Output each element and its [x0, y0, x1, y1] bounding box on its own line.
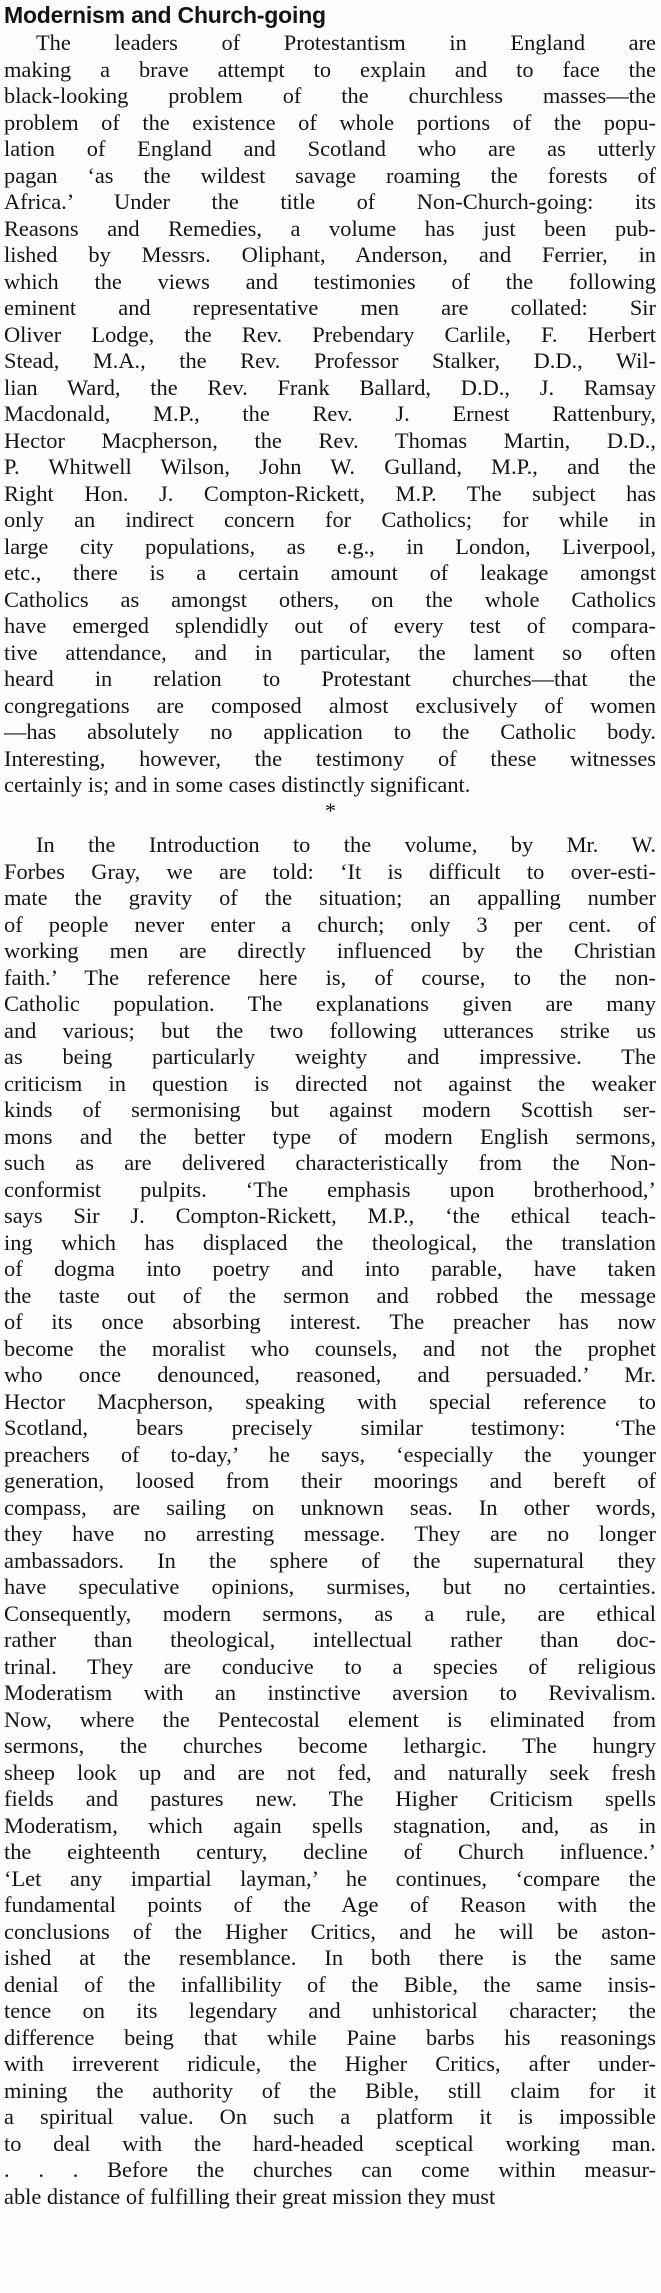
text-line: preachers of to-day,’ he says, ‘especially the younger: [4, 1441, 656, 1467]
text-line: generation, loosed from their moorings and bereft of: [4, 1468, 656, 1493]
text-line: to deal with the hard-headed sceptical working man.: [4, 2130, 656, 2156]
text-line: they have no arresting message. They are no longer: [4, 1521, 656, 1546]
text-line: mining the authority of the Bible, still claim for it: [4, 2077, 656, 2103]
text-line: only an indirect concern for Catholics; for while in: [4, 507, 656, 532]
text-line: Moderatism, which again spells stagnation, and, as in: [4, 1812, 656, 1838]
text-line: etc., there is a certain amount of leakage amongst: [4, 560, 656, 585]
text-line: Scotland, bears precisely similar testimony: ‘The: [4, 1415, 656, 1440]
text-line: conformist pulpits. ‘The emphasis upon brotherhood,’: [4, 1176, 656, 1202]
text-line: Forbes Gray, we are told: ‘It is difficult to over-esti-: [4, 858, 656, 884]
text-line: of people never enter a church; only 3 per cent. of: [4, 911, 656, 937]
text-line: Macdonald, M.P., the Rev. J. Ernest Rattenbury,: [4, 401, 656, 426]
text-line: rather than theological, intellectual rather than doc-: [4, 1627, 656, 1652]
text-line: Reasons and Remedies, a volume has just been pub-: [4, 215, 656, 241]
text-line: compass, are sailing on unknown seas. In other words,: [4, 1494, 656, 1520]
text-line: tive attendance, and in particular, the lament so often: [4, 639, 656, 665]
text-line: kinds of sermonising but against modern Scottish ser-: [4, 1097, 656, 1122]
text-line: of its once absorbing interest. The preacher has now: [4, 1309, 656, 1334]
text-line: Catholics as amongst others, on the whole Catholics: [4, 586, 656, 612]
text-line: difference being that while Paine barbs his reasonings: [4, 2024, 656, 2050]
text-line: pagan ‘as the wildest savage roaming the forests of: [4, 162, 656, 188]
text-line: . . . Before the churches can come within measur-: [4, 2157, 656, 2182]
text-line: eminent and representative men are collated: Sir: [4, 295, 656, 320]
text-line: such as are delivered characteristically from the Non-: [4, 1150, 656, 1175]
text-line: criticism in question is directed not against the weaker: [4, 1070, 656, 1096]
text-line: —has absolutely no application to the Catholic body.: [4, 719, 656, 744]
text-line: Moderatism with an instinctive aversion to Revivalism.: [4, 1680, 656, 1705]
text-line: black-looking problem of the churchless masses—the: [4, 83, 656, 108]
text-line: problem of the existence of whole portions of the popu-: [4, 109, 656, 135]
text-line: become the moralist who counsels, and not the prophet: [4, 1335, 656, 1361]
text-line: which the views and testimonies of the following: [4, 268, 656, 294]
text-line: fields and pastures new. The Higher Criticism spells: [4, 1786, 656, 1811]
text-line: who once denounced, reasoned, and persuaded.’ Mr.: [4, 1362, 656, 1387]
text-line: faith.’ The reference here is, of course, to the non-: [4, 964, 656, 990]
article-title: Modernism and Church-going: [4, 2, 326, 28]
text-line: and various; but the two following utterances strike us: [4, 1017, 656, 1043]
text-line: ‘Let any impartial layman,’ he continues, ‘compare the: [4, 1865, 656, 1891]
text-line: of dogma into poetry and into parable, have taken: [4, 1256, 656, 1281]
text-line: the eighteenth century, decline of Church influence.’: [4, 1839, 656, 1864]
text-line: Right Hon. J. Compton-Rickett, M.P. The subject has: [4, 480, 656, 506]
text-line: fundamental points of the Age of Reason with the: [4, 1892, 656, 1917]
text-line: mate the gravity of the situation; an appalling number: [4, 885, 656, 910]
text-line: as being particularly weighty and impressive. The: [4, 1044, 656, 1069]
text-line: the taste out of the sermon and robbed the message: [4, 1282, 656, 1308]
text-line: have emerged splendidly out of every test of compara-: [4, 613, 656, 638]
text-line: sheep look up and are not fed, and naturally seek fresh: [4, 1759, 656, 1785]
text-line: Interesting, however, the testimony of these witnesses: [4, 745, 656, 771]
text-line: Stead, M.A., the Rev. Professor Stalker, D.D., Wil-: [4, 348, 656, 373]
text-line: The leaders of Protestantism in England are: [36, 30, 656, 55]
text-line: trinal. They are conducive to a species of religious: [4, 1653, 656, 1679]
article-paragraph-1: [4, 30, 656, 799]
text-line: lished by Messrs. Oliphant, Anderson, and Ferrier, in: [4, 242, 656, 267]
text-line: Now, where the Pentecostal element is eliminated from: [4, 1706, 656, 1732]
text-line: ished at the resemblance. In both there is the same: [4, 1945, 656, 1970]
text-line: Consequently, modern sermons, as a rule, are ethical: [4, 1600, 656, 1626]
text-line: lation of England and Scotland who are as utterly: [4, 136, 656, 161]
text-line: says Sir J. Compton-Rickett, M.P., ‘the ethical teach-: [4, 1203, 656, 1228]
text-line: a spiritual value. On such a platform it is impossible: [4, 2104, 656, 2129]
text-line: certainly is; and in some cases distinctly significant.: [4, 772, 471, 797]
text-line: making a brave attempt to explain and to face the: [4, 56, 656, 82]
text-line: sermons, the churches become lethargic. The hungry: [4, 1733, 656, 1758]
section-separator: *: [325, 798, 336, 823]
text-line: Hector Macpherson, speaking with special reference to: [4, 1388, 656, 1414]
text-line: conclusions of the Higher Critics, and he will be aston-: [4, 1918, 656, 1944]
text-line: have speculative opinions, surmises, but no certainties.: [4, 1574, 656, 1599]
text-line: Oliver Lodge, the Rev. Prebendary Carlile, F. Herbert: [4, 321, 656, 347]
text-line: In the Introduction to the volume, by Mr. W.: [36, 832, 656, 857]
text-line: able distance of fulfilling their great mission they must: [4, 2183, 496, 2209]
text-line: mons and the better type of modern English sermons,: [4, 1123, 656, 1149]
text-line: ing which has displaced the theological, the translation: [4, 1229, 656, 1255]
text-line: P. Whitwell Wilson, John W. Gulland, M.P., and the: [4, 454, 656, 479]
text-line: Africa.’ Under the title of Non-Church-going: its: [4, 189, 656, 214]
text-line: ambassadors. In the sphere of the supernatural they: [4, 1547, 656, 1573]
text-line: working men are directly influenced by the Christian: [4, 938, 656, 963]
text-line: Catholic population. The explanations given are many: [4, 991, 656, 1016]
text-line: large city populations, as e.g., in London, Liverpool,: [4, 533, 656, 559]
article-paragraph-2: [4, 832, 656, 2210]
text-line: Hector Macpherson, the Rev. Thomas Martin, D.D.,: [4, 427, 656, 453]
text-line: with irreverent ridicule, the Higher Critics, after under-: [4, 2051, 656, 2076]
text-line: tence on its legendary and unhistorical character; the: [4, 1998, 656, 2023]
text-line: congregations are composed almost exclusively of women: [4, 692, 656, 718]
text-line: lian Ward, the Rev. Frank Ballard, D.D., J. Ramsay: [4, 374, 656, 400]
text-line: denial of the infallibility of the Bible, the same insis-: [4, 1971, 656, 1997]
text-line: heard in relation to Protestant churches—that the: [4, 666, 656, 691]
